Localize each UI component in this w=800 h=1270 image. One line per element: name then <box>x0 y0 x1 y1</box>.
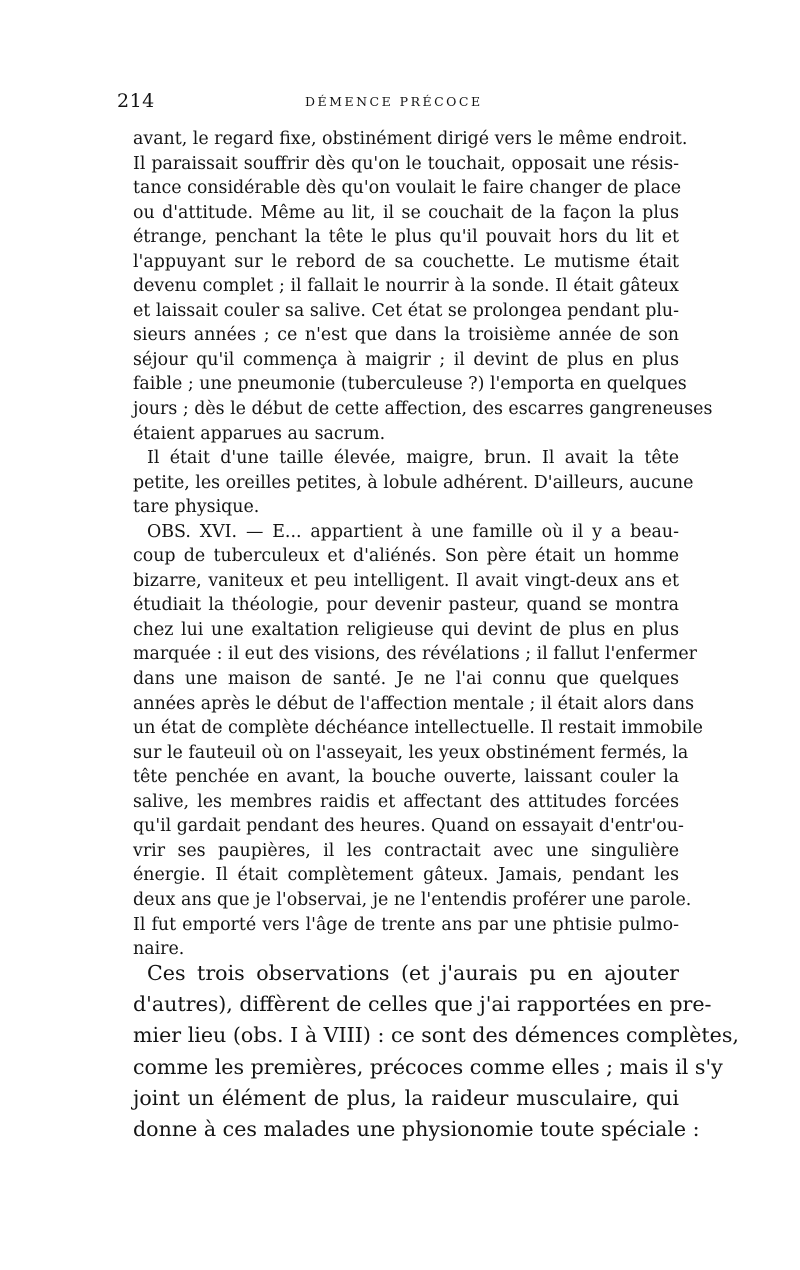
text-line: chez lui une exaltation religieuse qui devint de plus en plus <box>133 619 679 640</box>
text-line: un état de complète déchéance intellectuelle. Il restait immobile <box>133 718 703 739</box>
text-line: sieurs années ; ce n'est que dans la troisième année de son <box>133 325 679 346</box>
text-line: salive, les membres raidis et affectant des attitudes forcées <box>133 791 679 812</box>
text-line: dans une maison de santé. Je ne l'ai connu que quelques <box>133 669 679 690</box>
text-line: et laissait couler sa salive. Cet état se prolongea pendant plu- <box>133 300 679 321</box>
text-line: bizarre, vaniteux et peu intelligent. Il avait vingt-deux ans et <box>133 570 679 591</box>
text-line: étrange, penchant la tête le plus qu'il pouvait hors du lit et <box>133 227 679 248</box>
text-line: séjour qu'il commença à maigrir ; il devint de plus en plus <box>133 349 679 370</box>
text-line: tance considérable dès qu'on voulait le faire changer de place <box>133 178 682 199</box>
body-text-large <box>133 958 739 1145</box>
running-title: DÉMENCE PRÉCOCE <box>305 94 483 109</box>
text-line: deux ans que je l'observai, je ne l'entendis proférer une parole. <box>133 889 692 910</box>
text-line: OBS. XVI. — E... appartient à une famille où il y a beau- <box>147 521 679 542</box>
text-line: années après le début de l'affection mentale ; il était alors dans <box>133 693 695 714</box>
text-line: l'appuyant sur le rebord de sa couchette. Le mutisme était <box>133 251 679 272</box>
text-line: énergie. Il était complètement gâteux. Jamais, pendant les <box>133 865 679 886</box>
page-header <box>117 90 685 114</box>
text-line: petite, les oreilles petites, à lobule adhérent. D'ailleurs, aucune <box>133 472 694 493</box>
text-line: qu'il gardait pendant des heures. Quand on essayait d'entr'ou- <box>133 816 684 837</box>
text-line: marquée : il eut des visions, des révélations ; il fallut l'enfermer <box>133 644 697 665</box>
body-text-small <box>133 127 713 962</box>
text-line: mier lieu (obs. I à VIII) : ce sont des démences complètes, <box>133 1023 739 1048</box>
text-line: avant, le regard fixe, obstinément dirigé vers le même endroit. <box>133 129 688 149</box>
text-line: naire. <box>133 939 185 960</box>
text-line: Il fut emporté vers l'âge de trente ans par une phtisie pulmo- <box>133 914 679 935</box>
text-line: joint un élément de plus, la raideur musculaire, qui <box>133 1085 679 1110</box>
text-line: jours ; dès le début de cette affection, des escarres gangreneuses <box>133 399 713 420</box>
text-line: étaient apparues au sacrum. <box>133 423 386 444</box>
text-line: tare physique. <box>133 497 260 518</box>
text-line: donne à ces malades une physionomie toute spéciale : <box>133 1116 700 1141</box>
text-line: coup de tuberculeux et d'aliénés. Son père était un homme <box>133 546 679 567</box>
text-line: tête penchée en avant, la bouche ouverte, laissant couler la <box>133 767 679 788</box>
text-line: étudiait la théologie, pour devenir pasteur, quand se montra <box>133 595 679 616</box>
text-line: sur le fauteuil où on l'asseyait, les yeux obstinément fermés, la <box>133 742 689 763</box>
text-line: devenu complet ; il fallait le nourrir à la sonde. Il était gâteux <box>133 276 679 297</box>
page-number: 214 <box>117 90 155 112</box>
text-line: vrir ses paupières, il les contractait avec une singulière <box>133 840 679 861</box>
text-line: d'autres), diffèrent de celles que j'ai rapportées en pre- <box>133 992 712 1017</box>
text-line: comme les premières, précoces comme elles ; mais il s'y <box>133 1054 723 1079</box>
text-line: Il était d'une taille élevée, maigre, brun. Il avait la tête <box>147 448 679 469</box>
text-line: Ces trois observations (et j'aurais pu en ajouter <box>147 961 679 985</box>
text-line: faible ; une pneumonie (tuberculeuse ?) l'emporta en quelques <box>133 374 687 395</box>
text-line: Il paraissait souffrir dès qu'on le touchait, opposait une résis- <box>133 153 679 174</box>
text-line: ou d'attitude. Même au lit, il se couchait de la façon la plus <box>133 202 679 223</box>
